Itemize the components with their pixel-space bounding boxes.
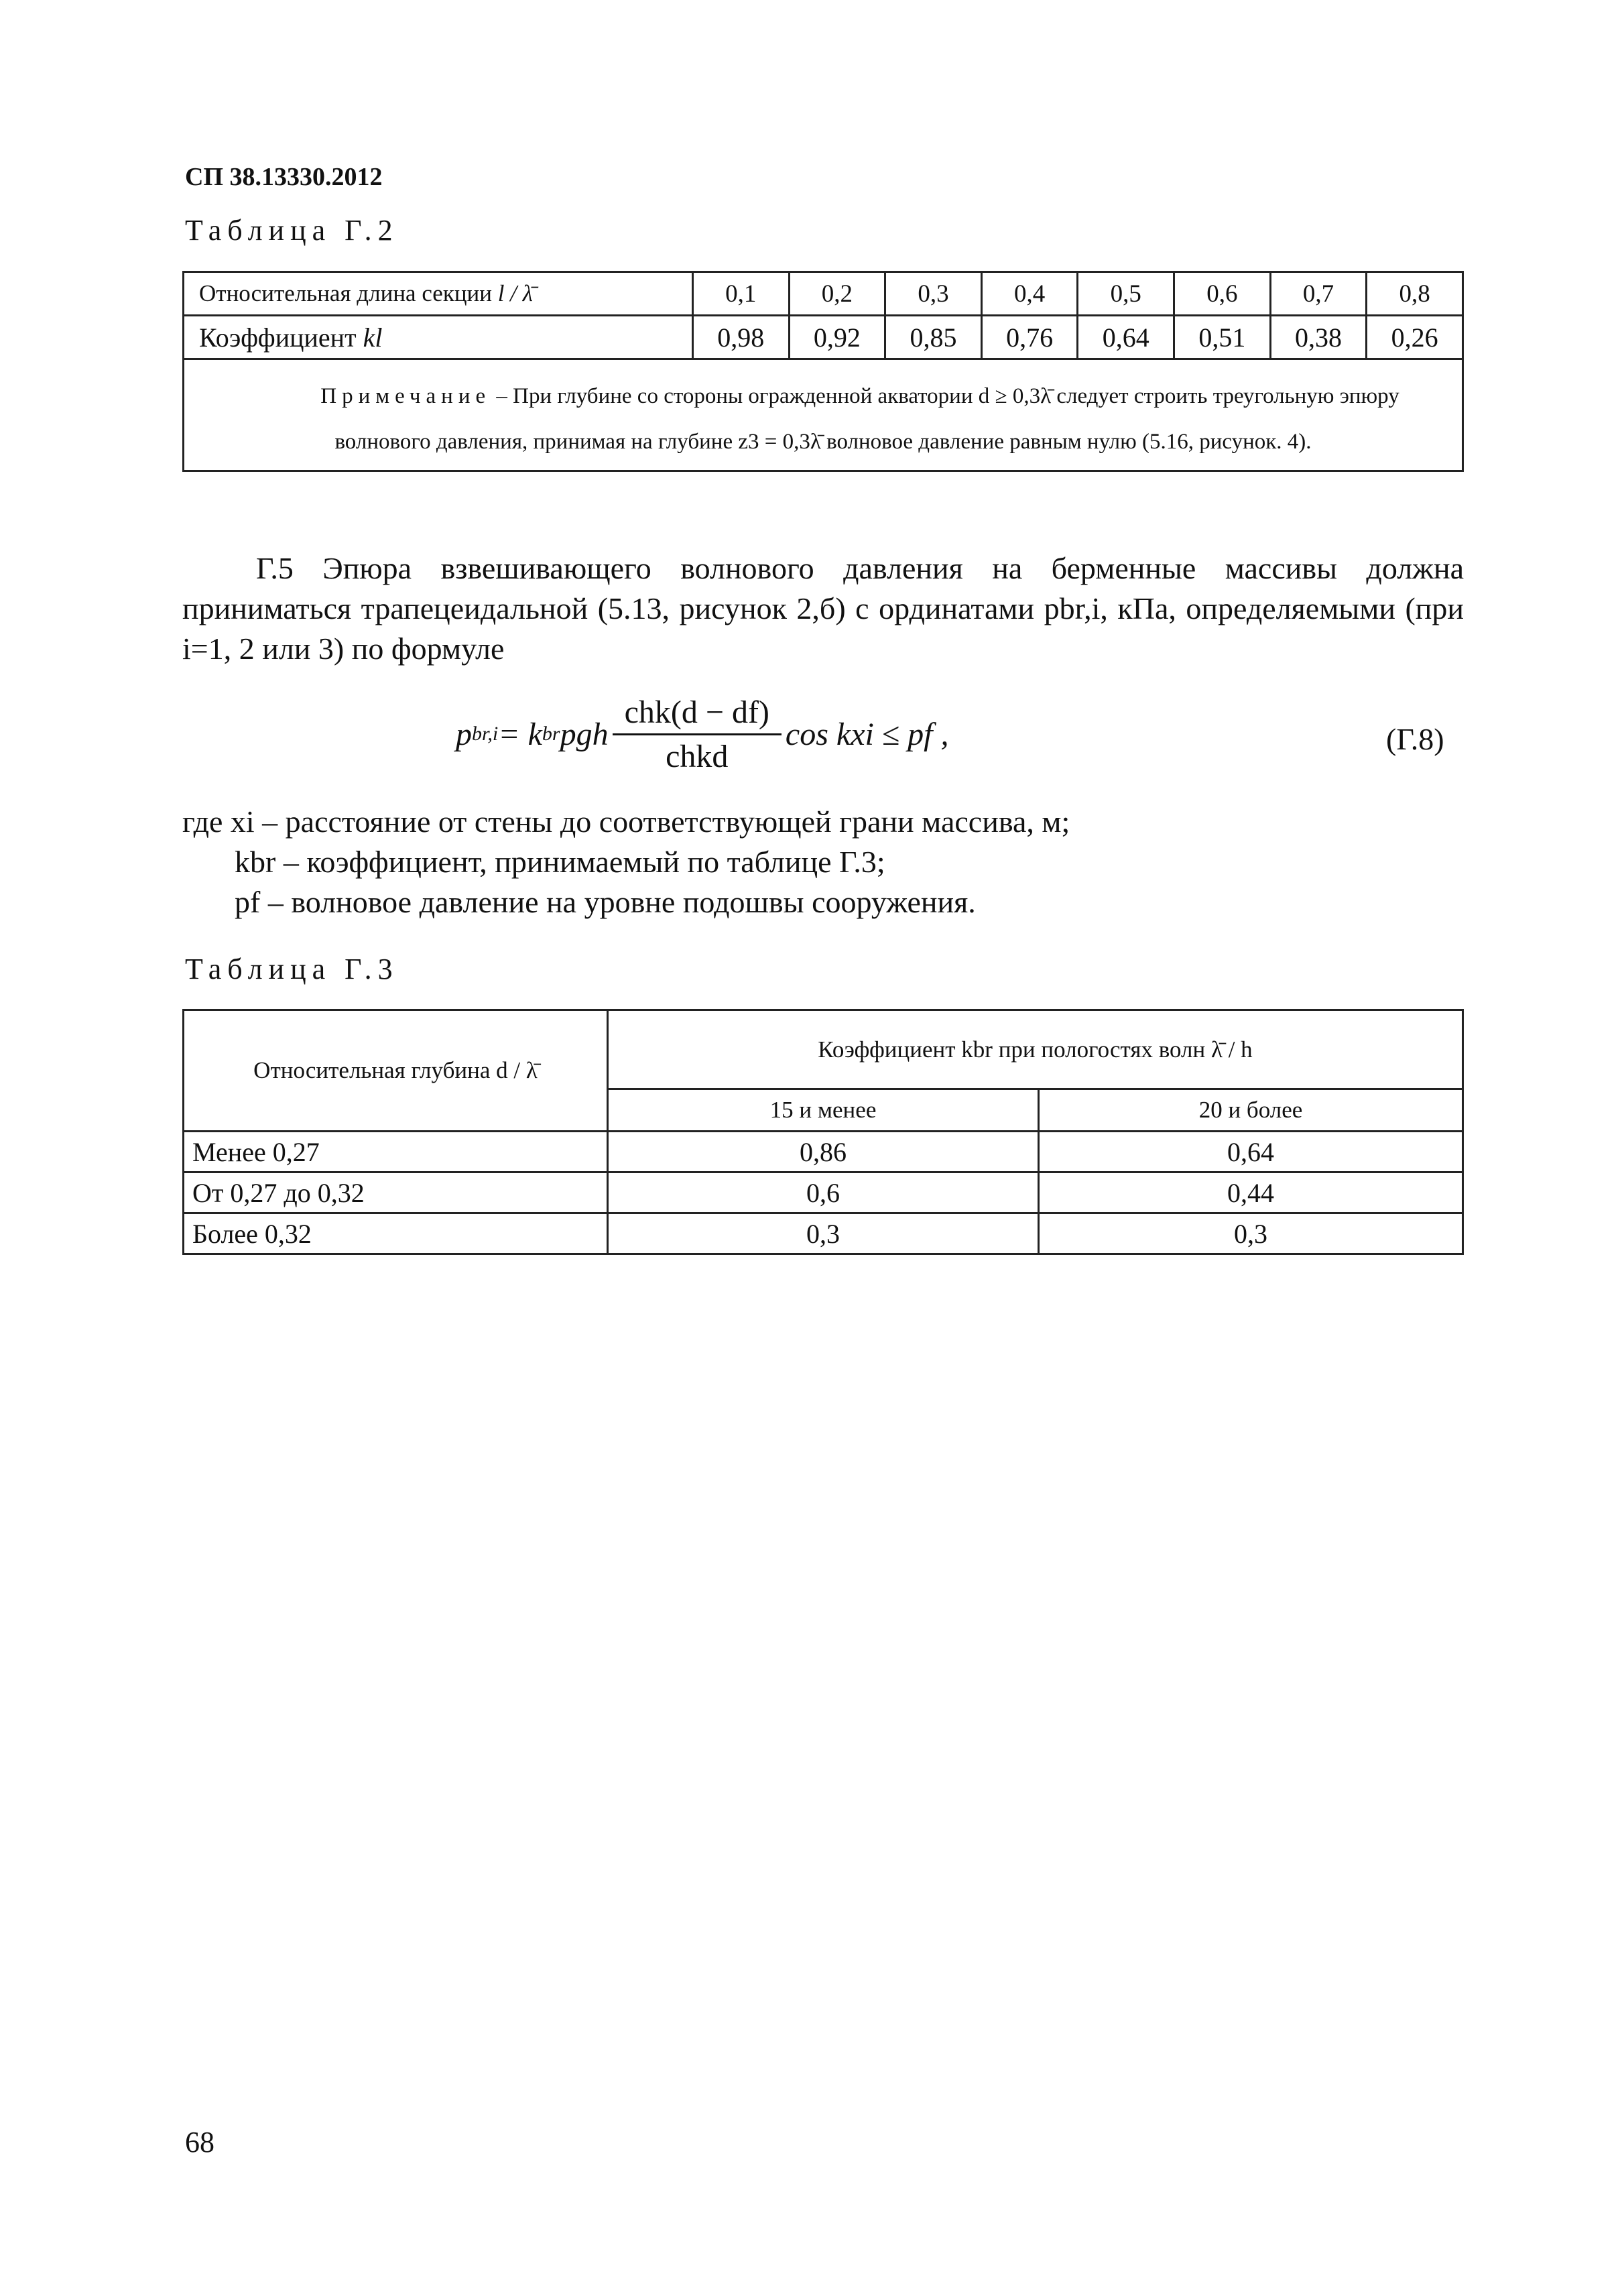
table-cell: 0,8 xyxy=(1367,272,1463,316)
document-code: СП 38.13330.2012 xyxy=(185,163,383,191)
row-label: От 0,27 до 0,32 xyxy=(184,1172,608,1213)
table-g3 xyxy=(182,1009,1464,1255)
formula-lhs: p xyxy=(456,716,472,752)
formula-g8 xyxy=(456,684,1327,784)
formula-eq: = k xyxy=(498,716,542,752)
row2-label: Коэффициент xyxy=(199,322,357,353)
group-header: Коэффициент kbr при пологостях волн λ̄ / h xyxy=(608,1010,1463,1089)
table-cell: 0,86 xyxy=(608,1132,1039,1172)
row1-symbol: l / λ̄ xyxy=(497,280,533,306)
table-cell: 0,64 xyxy=(1078,316,1174,359)
table-cell: 0,6 xyxy=(608,1172,1039,1213)
sub-header: 20 и более xyxy=(1039,1089,1463,1132)
table-g2-caption: Таблица Г.2 xyxy=(185,214,399,247)
table-row xyxy=(184,1213,1463,1254)
row-label xyxy=(184,272,693,316)
sub-header: 15 и менее xyxy=(608,1089,1039,1132)
table-note xyxy=(184,359,1463,471)
table-cell: 0,26 xyxy=(1367,316,1463,359)
section-g5-paragraph: Г.5 Эпюра взвешивающего волнового давления на берменные массивы должна приниматься трапецеидальной (5.13, рисунок 2,б) с ординатами pbr,i, кПа, определяемыми (при i=1, 2 или 3) по формуле xyxy=(182,551,1464,666)
formula-denominator: chkd xyxy=(666,738,729,774)
column-header: Относительная глубина d / λ̄ xyxy=(184,1010,608,1132)
table-cell: 0,2 xyxy=(789,272,885,316)
formula-fraction xyxy=(613,694,782,775)
table-row xyxy=(184,1132,1463,1172)
table-g2 xyxy=(182,271,1464,472)
formula-tail: cos kxi ≤ pf , xyxy=(785,716,949,752)
table-cell: 0,3 xyxy=(608,1213,1039,1254)
formula-k-sub: br xyxy=(542,723,560,745)
table-cell: 0,92 xyxy=(789,316,885,359)
table-g3-caption: Таблица Г.3 xyxy=(185,953,399,985)
table-cell: 0,6 xyxy=(1174,272,1271,316)
table-cell: 0,38 xyxy=(1270,316,1367,359)
table-cell: 0,3 xyxy=(1039,1213,1463,1254)
table-cell: 0,4 xyxy=(981,272,1078,316)
table-row xyxy=(184,359,1463,471)
where-line-3: pf – волновое давление на уровне подошвы сооружения. xyxy=(235,885,976,919)
table-cell: 0,51 xyxy=(1174,316,1271,359)
table-row xyxy=(184,1172,1463,1213)
table-cell: 0,44 xyxy=(1039,1172,1463,1213)
row-label: Менее 0,27 xyxy=(184,1132,608,1172)
formula-numerator: chk(d − df) xyxy=(613,694,782,735)
table-row xyxy=(184,1010,1463,1089)
note-text: – При глубине со стороны огражденной акватории d ≥ 0,3λ̄ следует строить треугольную эпюру волнового давления, принимая на глубине z3 = 0,3λ̄ волновое давление равным нулю (5.16, рисунок. 4). xyxy=(334,384,1399,454)
row2-symbol: kl xyxy=(363,322,383,353)
table-row xyxy=(184,316,1463,359)
where-line-1: где xi – расстояние от стены до соответствующей грани массива, м; xyxy=(182,804,1070,839)
row-label xyxy=(184,316,693,359)
table-row xyxy=(184,272,1463,316)
table-cell: 0,98 xyxy=(693,316,790,359)
table-cell: 0,64 xyxy=(1039,1132,1463,1172)
formula-lhs-sub: br,i xyxy=(472,723,499,745)
table-cell: 0,1 xyxy=(693,272,790,316)
formula-pgh: pgh xyxy=(560,716,609,752)
table-cell: 0,5 xyxy=(1078,272,1174,316)
table-cell: 0,7 xyxy=(1270,272,1367,316)
table-cell: 0,3 xyxy=(885,272,982,316)
row-label: Более 0,32 xyxy=(184,1213,608,1254)
formula-number: (Г.8) xyxy=(1386,722,1444,756)
page-number: 68 xyxy=(185,2126,214,2159)
row1-label: Относительная длина секции xyxy=(199,280,493,306)
table-cell: 0,85 xyxy=(885,316,982,359)
where-line-2: kbr – коэффициент, принимаемый по таблице Г.3; xyxy=(235,845,885,879)
note-word: Примечание xyxy=(320,384,491,408)
table-cell: 0,76 xyxy=(981,316,1078,359)
